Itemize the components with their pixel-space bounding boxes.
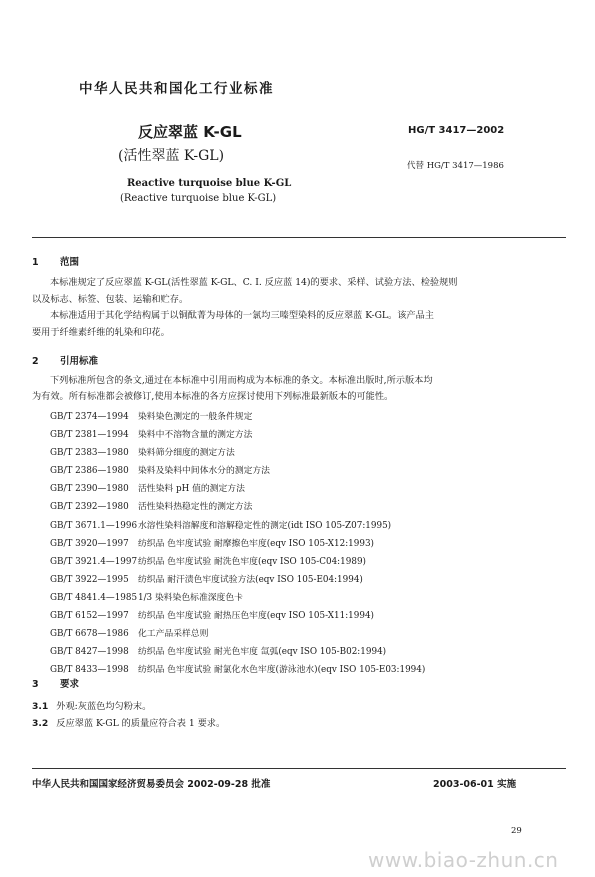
- section-number: 3: [32, 679, 39, 690]
- reference-item: [50, 518, 425, 536]
- reference-item: [50, 499, 425, 517]
- standard-category: 中华人民共和国化工行业标准: [79, 81, 274, 97]
- reference-title: 染料及染料中间体水分的测定方法: [138, 466, 270, 477]
- reference-title: 染料中不溶物含量的测定方法: [138, 430, 253, 441]
- scope-para-1-line-2: 以及标志、标签、包装、运输和贮存。: [32, 294, 189, 305]
- reference-item: [50, 590, 425, 608]
- reference-code: GB/T 8427—1998: [50, 647, 129, 658]
- reference-code: GB/T 2392—1980: [50, 502, 129, 513]
- reference-code: GB/T 2381—1994: [50, 430, 129, 441]
- refs-intro-line-2: 为有效。所有标准都会被修订,使用本标准的各方应探讨使用下列标准最新版本的可能性。: [32, 391, 394, 402]
- replaces-note: 代替 HG/T 3417—1986: [407, 161, 504, 171]
- title-en: Reactive turquoise blue K-GL: [127, 178, 292, 189]
- reference-title: 活性染料热稳定性的测定方法: [138, 502, 253, 513]
- footer-divider: [32, 768, 566, 769]
- section-2-heading: [32, 353, 98, 367]
- section-number: 2: [32, 356, 39, 367]
- reference-code: GB/T 2374—1994: [50, 412, 129, 422]
- reference-item: [50, 481, 425, 499]
- title-zh: 反应翠蓝 K-GL: [138, 123, 242, 141]
- reference-item: [50, 572, 425, 590]
- scope-para-2-line-2: 要用于纤维素纤维的轧染和印花。: [32, 327, 170, 338]
- reference-title: 纺织品 色牢度试验 耐洗色牢度(eqv ISO 105-C04:1989): [138, 556, 366, 567]
- reference-title: 染料筛分细度的测定方法: [138, 448, 235, 459]
- clause-text: 反应翠蓝 K-GL 的质量应符合表 1 要求。: [56, 718, 226, 729]
- subtitle-zh: (活性翠蓝 K-GL): [118, 148, 225, 164]
- implementation-date: 2003-06-01 实施: [433, 779, 517, 790]
- clause-3-2: [32, 715, 225, 729]
- reference-code: GB/T 2383—1980: [50, 448, 129, 459]
- reference-title: 纺织品 色牢度试验 耐摩擦色牢度(eqv ISO 105-X12:1993): [138, 538, 374, 549]
- standard-number: HG/T 3417—2002: [408, 125, 505, 136]
- reference-title: 纺织品 色牢度试验 耐光色牢度 氙弧(eqv ISO 105-B02:1994): [138, 647, 387, 658]
- reference-code: GB/T 3671.1—1996: [50, 520, 138, 531]
- reference-title: 水溶性染料溶解度和溶解稳定性的测定(idt ISO 105-Z07:1995): [138, 520, 392, 531]
- section-title: 引用标准: [60, 356, 99, 367]
- clause-number: 3.1: [32, 701, 49, 712]
- reference-code: GB/T 6152—1997: [50, 611, 129, 622]
- reference-item: [50, 554, 425, 572]
- reference-code: GB/T 2390—1980: [50, 484, 129, 495]
- reference-item: [50, 626, 425, 644]
- reference-item: [50, 463, 425, 481]
- reference-code: GB/T 4841.4—1985: [50, 592, 138, 603]
- approval-note: 中华人民共和国国家经济贸易委员会 2002-09-28 批准: [32, 779, 271, 790]
- reference-item: [50, 608, 425, 626]
- reference-title: 纺织品 色牢度试验 耐热压色牢度(eqv ISO 105-X11:1994): [138, 611, 374, 622]
- reference-list: [50, 409, 425, 680]
- reference-title: 化工产品采样总则: [138, 629, 209, 640]
- section-title: 要求: [60, 679, 80, 690]
- reference-title: 纺织品 色牢度试验 耐氯化水色牢度(游泳池水)(eqv ISO 105-E03:1994): [138, 665, 426, 676]
- reference-item: [50, 662, 425, 680]
- refs-intro-line-1: 下列标准所包含的条文,通过在本标准中引用而构成为本标准的条文。本标准出版时,所示版本均: [50, 375, 433, 386]
- reference-code: GB/T 6678—1986: [50, 629, 129, 640]
- scope-para-2-line-1: 本标准适用于其化学结构属于以铜酞菁为母体的一氯均三嗪型染料的反应翠蓝 K-GL。该产品主: [50, 310, 434, 321]
- clause-number: 3.2: [32, 718, 49, 729]
- section-number: 1: [32, 257, 39, 268]
- clause-3-1: [32, 698, 151, 712]
- page-number: 29: [511, 826, 522, 836]
- reference-item: [50, 644, 425, 662]
- reference-item: [50, 427, 425, 445]
- reference-code: GB/T 3920—1997: [50, 538, 129, 549]
- reference-title: 1/3 染料染色标准深度色卡: [138, 592, 243, 603]
- header-divider: [32, 237, 566, 238]
- reference-item: [50, 445, 425, 463]
- section-3-heading: [32, 676, 79, 690]
- reference-item: [50, 409, 425, 427]
- reference-title: 纺织品 耐汗渍色牢度试验方法(eqv ISO 105-E04:1994): [138, 574, 363, 585]
- reference-code: GB/T 3921.4—1997: [50, 556, 138, 567]
- reference-code: GB/T 8433—1998: [50, 665, 129, 676]
- watermark: www.biao-zhun.cn: [368, 848, 559, 872]
- scope-para-1-line-1: 本标准规定了反应翠蓝 K-GL(活性翠蓝 K-GL、C. I. 反应蓝 14)的要求、采样、试验方法、检验规则: [50, 277, 458, 288]
- clause-text: 外观:灰蓝色均匀粉末。: [56, 701, 152, 712]
- section-title: 范围: [60, 257, 80, 268]
- reference-title: 染料染色测定的一般条件规定: [138, 412, 253, 422]
- reference-item: [50, 536, 425, 554]
- reference-code: GB/T 3922—1995: [50, 574, 129, 585]
- reference-code: GB/T 2386—1980: [50, 466, 129, 477]
- reference-title: 活性染料 pH 值的测定方法: [138, 484, 245, 495]
- section-1-heading: [32, 254, 79, 268]
- subtitle-en: (Reactive turquoise blue K-GL): [120, 193, 277, 204]
